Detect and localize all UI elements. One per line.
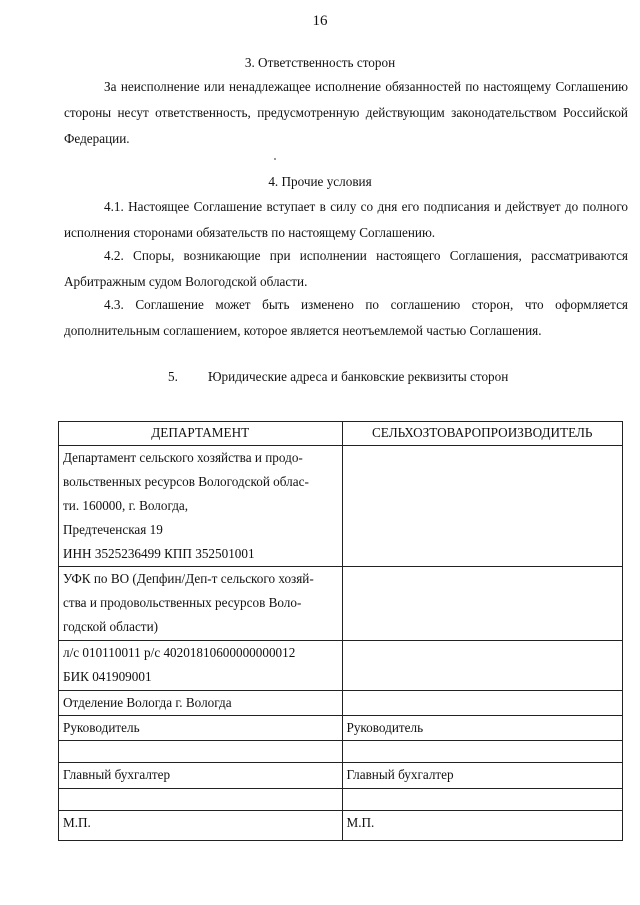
accountant-right-cell: Главный бухгалтер [342,763,623,789]
table-row [59,741,623,763]
clause-4-3: 4.3. Соглашение может быть изменено по соглашению сторон, что оформляется дополнительным соглашением, которое является неотъемлемой частью Соглашения. [64,297,628,338]
table-header-row [59,422,623,446]
table-row [59,641,623,691]
section-5-number: 5. [168,369,178,384]
department-address-cell [59,446,343,567]
clause-4-2: 4.2. Споры, возникающие при исполнении настоящего Соглашения, рассматриваются Арбитражным судом Вологодской области. [64,248,628,289]
producer-bank-cell [342,691,623,716]
header-department: ДЕПАРТАМЕНТ [59,422,343,446]
bik-line: БИК 041909001 [63,669,152,684]
ufk-line: УФК по ВО (Депфин/Деп-т сельского хозяй- [63,571,314,586]
department-inn-line: ИНН 3525236499 КПП 352501001 [63,546,255,561]
account-line: л/с 010110011 р/с 40201810600000000012 [63,645,296,660]
table-row [59,446,623,567]
header-producer: СЕЛЬХОЗТОВАРОПРОИЗВОДИТЕЛЬ [342,422,623,446]
account-cell [59,641,343,691]
section-3-heading: 3. Ответственность сторон [244,55,396,70]
clause-4-1: 4.1. Настоящее Соглашение вступает в силу со дня его подписания и действует до полного исполнения сторонами обязательств по настоящему Соглашению. [64,199,628,240]
table-row [59,716,623,741]
table-row [59,691,623,716]
stamp-right-cell: М.П. [342,811,623,841]
section-5-title: Юридические адреса и банковские реквизиты сторон [208,369,509,384]
producer-address-cell [342,446,623,567]
department-name-line: Департамент сельского хозяйства и продо- [63,450,303,465]
accountant-left-cell: Главный бухгалтер [59,763,343,789]
table-row [59,789,623,811]
producer-ufk-cell [342,567,623,641]
requisites-table [58,421,623,841]
table-row [59,811,623,841]
producer-account-cell [342,641,623,691]
ufk-line: ства и продовольственных ресурсов Воло- [63,595,302,610]
department-street-line: Предтеченская 19 [63,522,163,537]
page-number: 16 [312,13,328,29]
ufk-cell [59,567,343,641]
department-name-line: вольственных ресурсов Вологодской облас- [63,474,309,489]
head-left-cell: Руководитель [59,716,343,741]
table-row [59,567,623,641]
department-address-line: ти. 160000, г. Вологда, [63,498,189,513]
section-4-heading: 4. Прочие условия [268,174,372,189]
head-right-cell: Руководитель [342,716,623,741]
bank-branch-cell: Отделение Вологда г. Вологда [59,691,343,716]
stamp-left-cell: М.П. [59,811,343,841]
ufk-line: годской области) [63,619,159,634]
section-3-text: За неисполнение или ненадлежащее исполнение обязанностей по настоящему Соглашению стороны несут ответственность, предусмотренную действующим законодательством Российской Федерации. [64,79,628,146]
accountant-signature-left [59,789,343,811]
head-signature-right [342,741,623,763]
scan-speck [274,158,276,160]
accountant-signature-right [342,789,623,811]
table-row [59,763,623,789]
head-signature-left [59,741,343,763]
